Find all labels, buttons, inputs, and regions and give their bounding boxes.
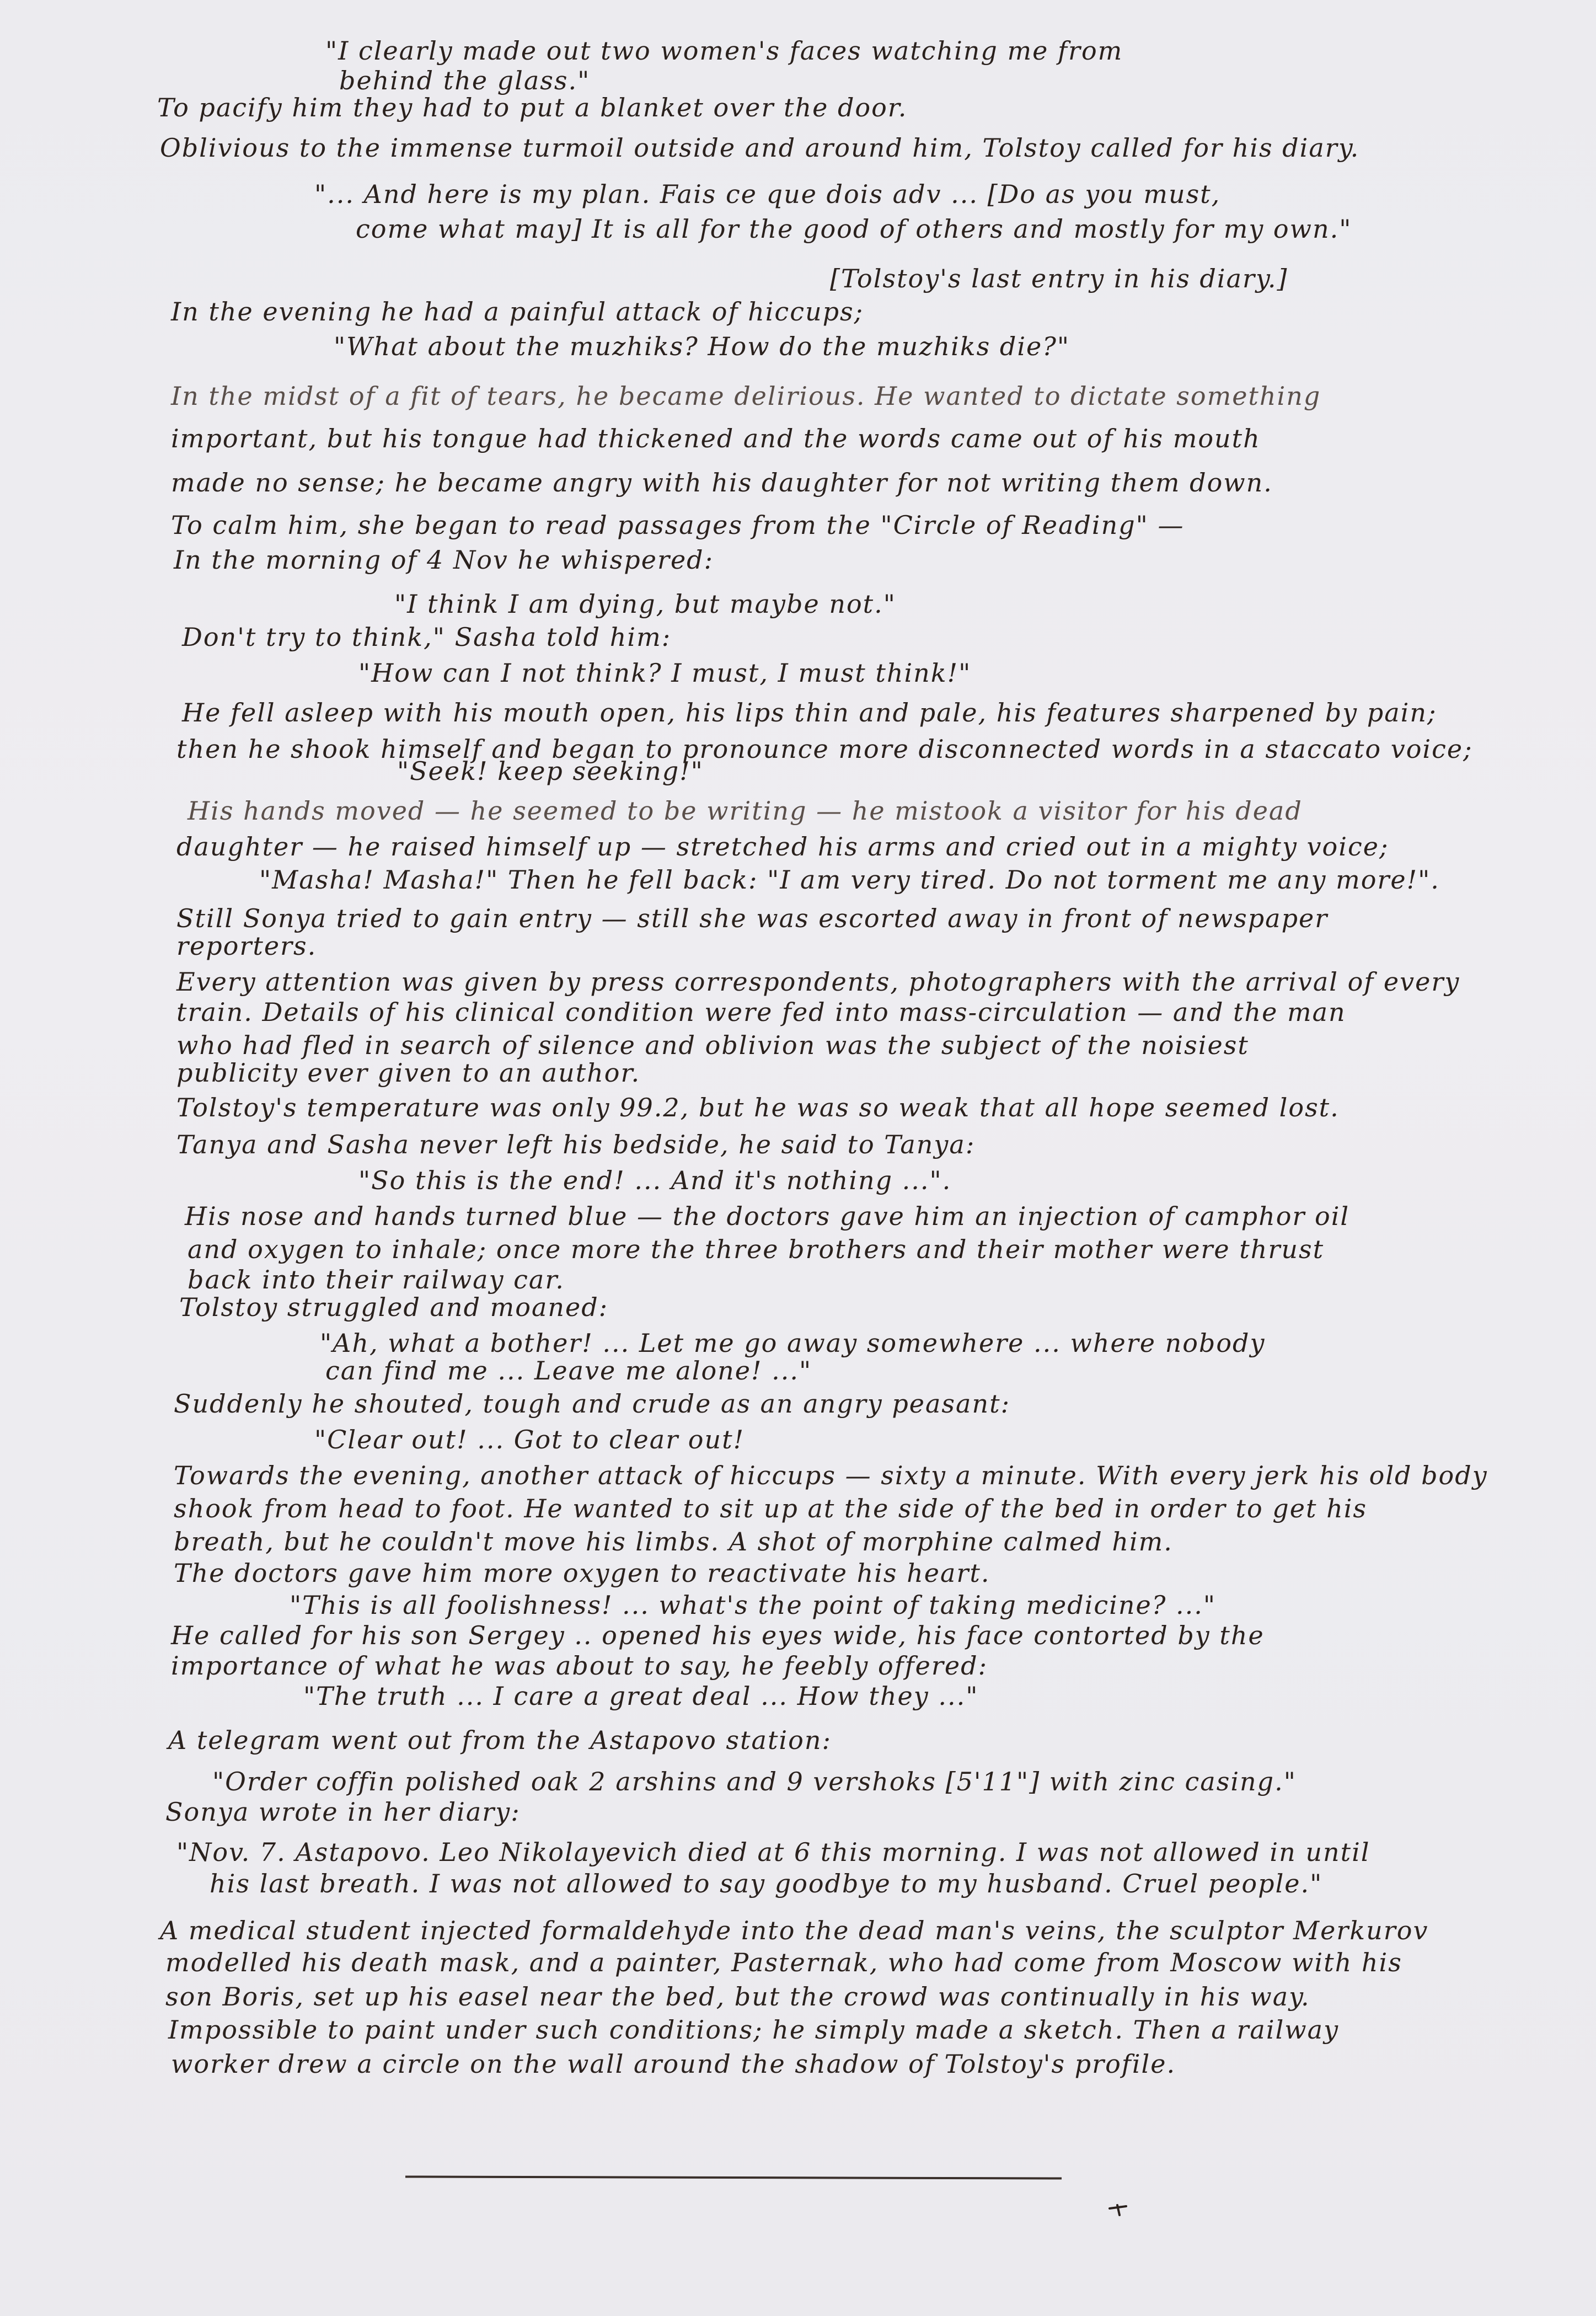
manuscript-line: important, but his tongue had thickened and the words came out of his mouth — [171, 424, 1261, 453]
manuscript-line: Still Sonya tried to gain entry — still she was escorted away in front of newspaper — [176, 903, 1329, 933]
manuscript-line: shook from head to foot. He wanted to sit up at the side of the bed in order to get his — [174, 1494, 1368, 1523]
manuscript-line: In the midst of a fit of tears, he became delirious. He wanted to dictate something — [171, 381, 1321, 411]
manuscript-line: To pacify him they had to put a blanket over the door. — [157, 93, 908, 122]
manuscript-line: "Clear out! ... Got to clear out! — [314, 1425, 745, 1454]
manuscript-line: "Order coffin polished oak 2 arshins and 9 vershoks [5'11"] with zinc casing." — [212, 1767, 1297, 1796]
manuscript-line: He called for his son Sergey .. opened his eyes wide, his face contorted by the — [171, 1620, 1265, 1650]
manuscript-line: In the morning of 4 Nov he whispered: — [174, 545, 714, 575]
manuscript-line: Don't try to think," Sasha told him: — [182, 622, 672, 652]
manuscript-line: "I clearly made out two women's faces watching me from — [325, 36, 1123, 66]
manuscript-line: "Masha! Masha!" Then he fell back: "I am very tired. Do not torment me any more!". — [259, 865, 1440, 895]
ink-mark-icon — [1107, 2202, 1129, 2218]
manuscript-line: "The truth ... I care a great deal ... How they ..." — [303, 1681, 979, 1711]
manuscript-line: worker drew a circle on the wall around the shadow of Tolstoy's profile. — [171, 2049, 1176, 2079]
manuscript-line: daughter — he raised himself up — stretched his arms and cried out in a mighty voice; — [176, 832, 1389, 862]
manuscript-line: "Ah, what a bother! ... Let me go away somewhere ... where nobody — [320, 1328, 1266, 1358]
manuscript-line: [Tolstoy's last entry in his diary.] — [830, 264, 1288, 293]
manuscript-line: importance of what he was about to say, he feebly offered: — [171, 1651, 988, 1681]
manuscript-line: Every attention was given by press correspondents, photographers with the arrival of every — [176, 967, 1460, 997]
manuscript-line: train. Details of his clinical condition were fed into mass-circulation — and the man — [176, 997, 1346, 1027]
manuscript-line: His hands moved — he seemed to be writing — he mistook a visitor for his dead — [188, 796, 1303, 826]
manuscript-line: who had fled in search of silence and oblivion was the subject of the noisiest — [176, 1030, 1249, 1060]
manuscript-line: "Nov. 7. Astapovo. Leo Nikolayevich died at 6 this morning. I was not allowed in until — [176, 1837, 1370, 1867]
manuscript-line: "Seek! keep seeking!" — [397, 756, 704, 786]
manuscript-line: breath, but he couldn't move his limbs. A shot of morphine calmed him. — [174, 1527, 1173, 1557]
manuscript-line: A telegram went out from the Astapovo station: — [168, 1725, 832, 1755]
manuscript-line: made no sense; he became angry with his daughter for not writing them down. — [171, 468, 1273, 498]
manuscript-line: and oxygen to inhale; once more the three brothers and their mother were thrust — [188, 1234, 1325, 1264]
manuscript-line: reporters. — [176, 931, 317, 961]
manuscript-line: Towards the evening, another attack of hiccups — sixty a minute. With every jerk his old body — [174, 1461, 1488, 1490]
manuscript-line: "This is all foolishness! ... what's the point of taking medicine? ..." — [290, 1590, 1217, 1620]
manuscript-line: Oblivious to the immense turmoil outside and around him, Tolstoy called for his diary. — [160, 133, 1360, 163]
manuscript-line: He fell asleep with his mouth open, his lips thin and pale, his features sharpened by pain; — [182, 698, 1437, 728]
manuscript-line: back into their railway car. — [188, 1265, 565, 1295]
manuscript-line: In the evening he had a painful attack of hiccups; — [171, 297, 864, 327]
manuscript-line: his last breath. I was not allowed to say goodbye to my husband. Cruel people." — [210, 1869, 1323, 1898]
manuscript-line: Tolstoy struggled and moaned: — [179, 1292, 609, 1322]
manuscript-line: son Boris, set up his easel near the bed, but the crowd was continually in his way. — [165, 1982, 1310, 2012]
manuscript-line: come what may] It is all for the good of others and mostly for my own." — [356, 214, 1352, 244]
manuscript-line: Sonya wrote in her diary: — [165, 1797, 521, 1827]
manuscript-line: Tolstoy's temperature was only 99.2, but he was so weak that all hope seemed lost. — [176, 1093, 1340, 1122]
manuscript-line: modelled his death mask, and a painter, Pasternak, who had come from Moscow with his — [165, 1948, 1402, 1977]
manuscript-line: Impossible to paint under such conditions; he simply made a sketch. Then a railway — [168, 2015, 1340, 2045]
manuscript-line: "So this is the end! ... And it's nothing ...". — [358, 1165, 952, 1195]
manuscript-line: publicity ever given to an author. — [176, 1058, 641, 1088]
manuscript-line: "... And here is my plan. Fais ce que dois adv ... [Do as you must, — [314, 179, 1221, 209]
manuscript-line: The doctors gave him more oxygen to reactivate his heart. — [174, 1558, 990, 1588]
manuscript-line: "How can I not think? I must, I must think!" — [358, 658, 972, 688]
manuscript-line: Tanya and Sasha never left his bedside, he said to Tanya: — [176, 1130, 976, 1159]
manuscript-line: then he shook himself and began to pronounce more disconnected words in a staccato voice; — [176, 734, 1473, 764]
manuscript-line: His nose and hands turned blue — the doctors gave him an injection of camphor oil — [185, 1201, 1350, 1231]
manuscript-line: can find me ... Leave me alone! ..." — [325, 1356, 812, 1386]
manuscript-line: A medical student injected formaldehyde into the dead man's veins, the sculptor Merkurov — [160, 1916, 1429, 1945]
manuscript-line: Suddenly he shouted, tough and crude as an angry peasant: — [174, 1389, 1011, 1419]
manuscript-line: "I think I am dying, but maybe not." — [394, 589, 896, 619]
manuscript-line: To calm him, she began to read passages from the "Circle of Reading" — — [171, 510, 1185, 540]
manuscript-line: "What about the muzhiks? How do the muzhiks die?" — [334, 331, 1070, 361]
ink-divider-rule — [405, 2175, 1062, 2179]
manuscript-line: behind the glass." — [339, 66, 591, 95]
